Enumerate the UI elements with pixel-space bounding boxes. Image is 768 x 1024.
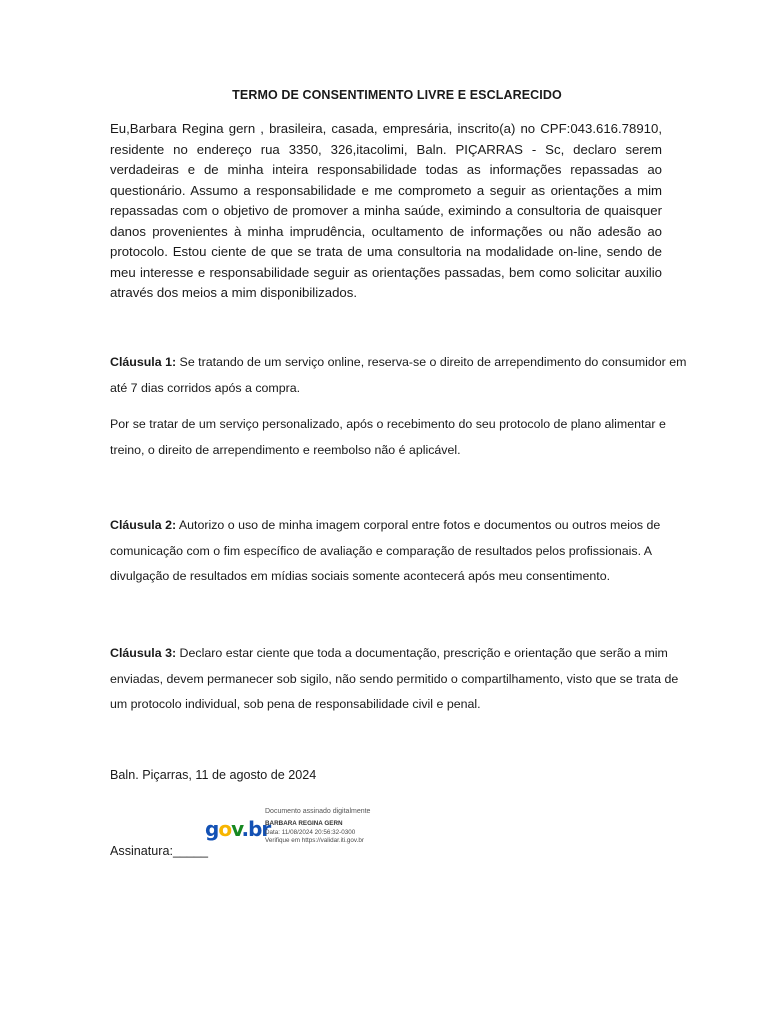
clause-3 (110, 641, 690, 718)
govbr-logo: gov.br (205, 817, 271, 841)
clause-3-text: Declaro estar ciente que toda a documentação, prescrição e orientação que serão a mim enviadas, devem permanecer sob sigilo, não sendo permitido o compartilhamento, visto que se trata de um protocolo individual, sob pena de responsabilidade civil e penal. (110, 646, 679, 711)
stamp-verify: Verifique em https://validar.iti.gov.br (265, 836, 364, 844)
stamp-signer: BARBARA REGINA GERN (265, 820, 343, 828)
place-and-date: Baln. Piçarras, 11 de agosto de 2024 (110, 768, 317, 782)
signature-label: Assinatura:_____ (110, 844, 209, 858)
clause-2 (110, 513, 690, 590)
clause-1-extra: Por se tratar de um serviço personalizado, após o recebimento do seu protocolo de plano alimentar e treino, o direito de arrependimento e reembolso não é aplicável. (110, 417, 666, 457)
clause-3-label: Cláusula 3: (110, 646, 177, 660)
stamp-text (265, 808, 370, 845)
stamp-header: Documento assinado digitalmente (265, 808, 371, 815)
clause-1 (110, 350, 690, 401)
digital-signature-stamp (205, 808, 405, 856)
stamp-date: Data: 11/08/2024 20:56:32-0300 (265, 828, 356, 836)
clause-1-text: Se tratando de um serviço online, reserva-se o direito de arrependimento do consumidor em até 7 dias corridos após a compra. (110, 355, 687, 395)
clause-2-text: Autorizo o uso de minha imagem corporal entre fotos e documentos ou outros meios de comunicação com o fim específico de avaliação e comparação de resultados pelos profissionais. A divulgação de resultados em mídias sociais somente acontecerá após meu consentimento. (110, 518, 661, 583)
document-title: TERMO DE CONSENTIMENTO LIVRE E ESCLARECIDO (232, 88, 562, 102)
clause-1-label: Cláusula 1: (110, 355, 177, 369)
intro-paragraph: Eu,Barbara Regina gern , brasileira, casada, empresária, inscrito(a) no CPF:043.616.78910, residente no endereço rua 3350, 326,itacolimi, Baln. PIÇARRAS - Sc, declaro serem verdadeiras e de minha inteira responsabilidade todas as informações repassadas ao questionário. Assumo a responsabilidade e me comprometo a seguir as orientações a mim repassadas com o objetivo de promover a minha saúde, eximindo a consultoria de quaisquer danos provenientes à minha imprudência, ocultamento de informações ou não adesão ao protocolo. Estou ciente de que se trata de uma consultoria na modalidade on-line, sendo de meu interesse e responsabilidade seguir as orientações passadas, bem como solicitar auxilio através dos meios a mim disponibilizados. (110, 121, 662, 300)
clause-2-label: Cláusula 2: (110, 518, 177, 532)
